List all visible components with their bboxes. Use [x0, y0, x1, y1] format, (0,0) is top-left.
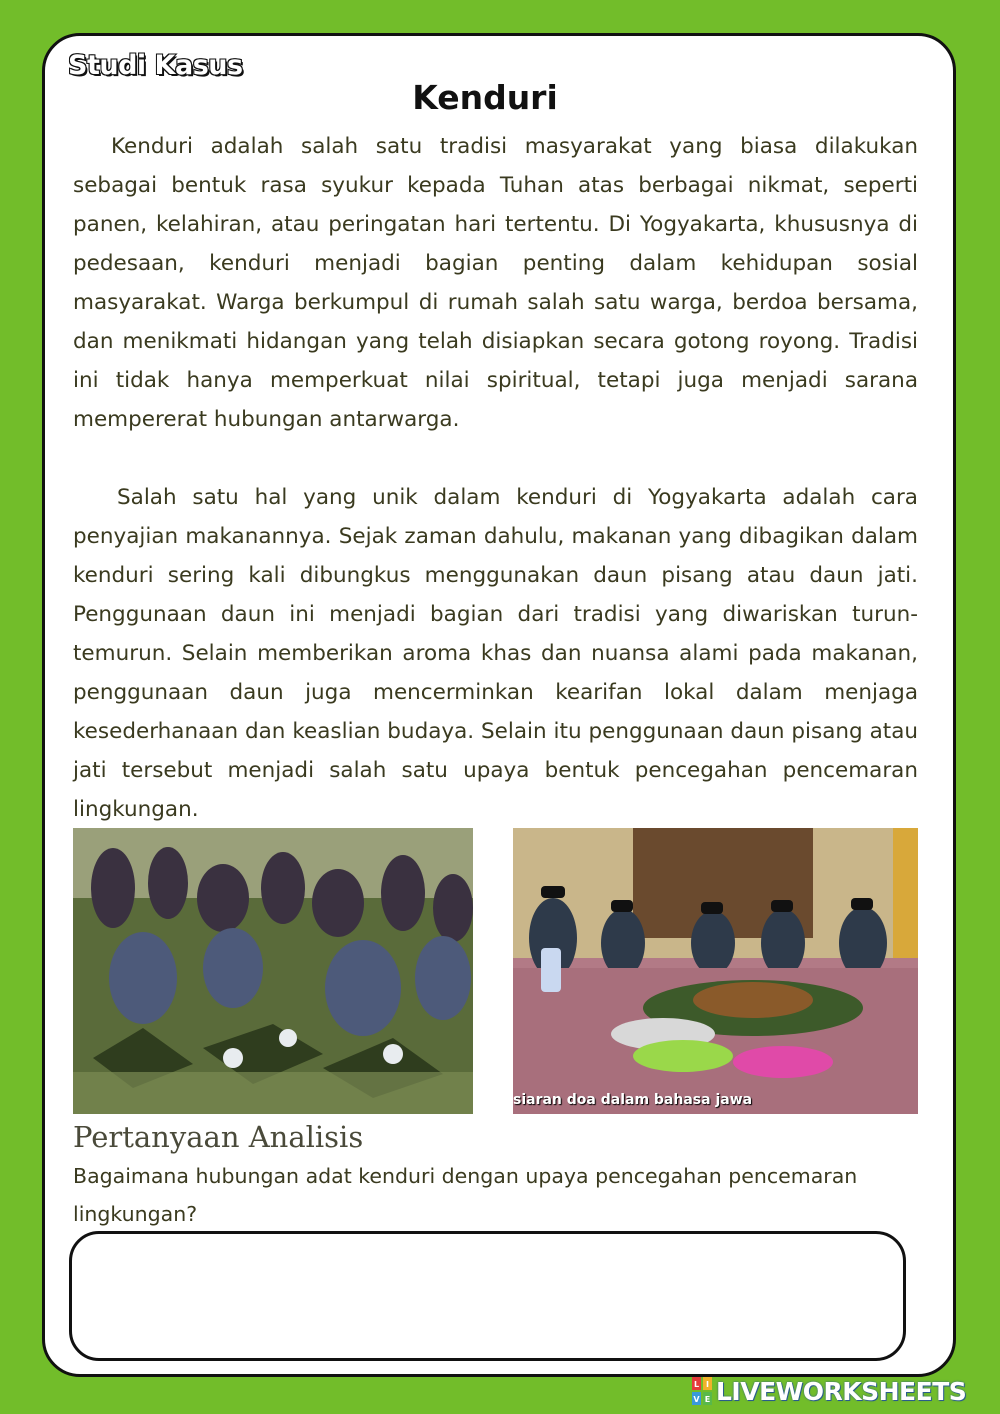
brand-name: LIVEWORKSHEETS [716, 1376, 967, 1406]
kenduri-crowd-illustration [73, 828, 473, 1114]
liveworksheets-logo [692, 1376, 966, 1406]
paragraph-1: Kenduri adalah salah satu tradisi masyarakat yang biasa dilakukan sebagai bentuk rasa syukur kepada Tuhan atas berbagai nikmat, seperti panen, kelahiran, atau peringatan hari tertentu. Di Yogyakarta, khususnya di pedesaan, kenduri menjadi bagian penting dalam kehidupan sosial masyarakat. Warga berkumpul di rumah salah satu warga, berdoa bersama, dan menikmati hidangan yang telah disiapkan secara gotong royong. Tradisi ini tidak hanya memperkuat nilai spiritual, tetapi juga menjadi sarana mempererat hubungan antarwarga. [73, 134, 918, 432]
photo-caption: siaran doa dalam bahasa jawa [513, 1092, 753, 1108]
kenduri-crowd-photo [73, 828, 473, 1114]
answer-input[interactable] [69, 1231, 906, 1361]
question-heading: Pertanyaan Analisis [73, 1120, 364, 1154]
page-title: Kenduri [412, 78, 558, 117]
case-study-badge: Studi Kasus [68, 50, 243, 81]
logo-letter-i: I [706, 1380, 709, 1389]
question-text: Bagaimana hubungan adat kenduri dengan upaya pencegahan pencemaran lingkungan? [73, 1164, 858, 1226]
paragraph-2: Salah satu hal yang unik dalam kenduri di Yogyakarta adalah cara penyajian makanannya. Sejak zaman dahulu, makanan yang dibagikan dalam kenduri sering kali dibungkus menggunakan daun pisang atau daun jati. Penggunaan daun ini menjadi bagian dari tradisi yang diwariskan turun-temurun. Selain memberikan aroma khas dan nuansa alami pada makanan, penggunaan daun juga mencerminkan kearifan lokal dalam menjaga kesederhanaan dan keaslian budaya. Selain itu penggunaan daun pisang atau jati tersebut menjadi salah satu upaya bentuk pencegahan pencemaran lingkungan. [73, 485, 918, 822]
kenduri-indoor-photo [513, 828, 918, 1114]
logo-letter-v: V [693, 1395, 700, 1404]
logo-letter-l: L [693, 1380, 700, 1389]
kenduri-indoor-illustration [513, 828, 918, 1114]
logo-letter-e: E [704, 1395, 711, 1404]
liveworksheets-logo-icon [692, 1377, 712, 1405]
